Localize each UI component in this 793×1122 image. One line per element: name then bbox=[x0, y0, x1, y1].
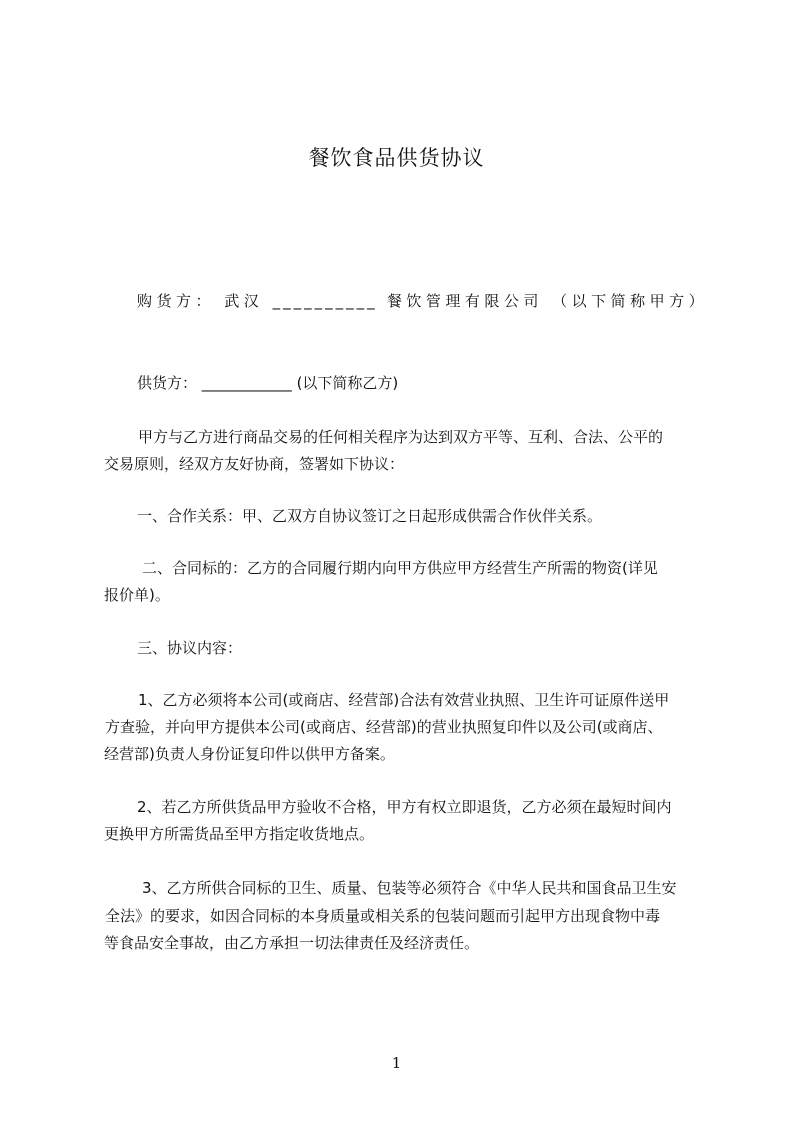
preamble-line: 交易原则，经双方友好协商，签署如下协议： bbox=[104, 455, 405, 473]
clause-1-line: 方查验，并向甲方提供本公司(或商店、经营部)的营业执照复印件以及公司(或商店、 bbox=[105, 718, 663, 736]
clause-1-line: 1、乙方必须将本公司(或商店、经营部)合法有效营业执照、卫生许可证原件送甲 bbox=[138, 691, 670, 709]
clause-2-line: 2、若乙方所供货品甲方验收不合格，甲方有权立即退货，乙方必须在最短时间内 bbox=[137, 798, 672, 816]
page-number: 1 bbox=[391, 1054, 402, 1072]
purchaser-blank: __________ bbox=[272, 292, 378, 310]
supplier-label: 供货方： bbox=[137, 374, 198, 392]
supplier-line bbox=[137, 372, 737, 393]
purchaser-label: 购货方： bbox=[137, 292, 216, 310]
supplier-blank: ____________ bbox=[201, 374, 292, 392]
document-title: 餐饮食品供货协议 bbox=[308, 146, 485, 170]
purchaser-abbrev: （以下简称甲方） bbox=[552, 292, 709, 310]
preamble-line: 甲方与乙方进行商品交易的任何相关程序为达到双方平等、互利、合法、公平的 bbox=[138, 428, 664, 446]
purchaser-city: 武汉 bbox=[224, 292, 264, 310]
clause-3-line: 3、乙方所供合同标的卫生、质量、包装等必须符合《中华人民共和国食品卫生安 bbox=[142, 879, 677, 897]
section-1-heading: 一、合作关系：甲、乙双方自协议签订之日起形成供需合作伙伴关系。 bbox=[137, 507, 603, 525]
clause-3-line: 全法》的要求，如因合同标的本身质量或相关系的包装问题而引起甲方出现食物中毒 bbox=[105, 907, 661, 925]
clause-1-line: 经营部)负责人身份证复印件以供甲方备案。 bbox=[104, 745, 395, 763]
section-3-heading: 三、协议内容： bbox=[137, 639, 243, 657]
section-2-line: 二、合同标的：乙方的合同履行期内向甲方供应甲方经营生产所需的物资(详见 bbox=[142, 559, 658, 577]
section-2-line: 报价单)。 bbox=[104, 586, 170, 604]
clause-2-line: 更换甲方所需货品至甲方指定收货地点。 bbox=[104, 825, 375, 843]
purchaser-name-suffix: 餐饮管理有限公司 bbox=[386, 292, 543, 310]
purchaser-line bbox=[137, 290, 707, 311]
clause-3-line: 等食品安全事故，由乙方承担一切法律责任及经济责任。 bbox=[104, 934, 480, 952]
supplier-abbrev: (以下简称乙方) bbox=[296, 374, 399, 392]
